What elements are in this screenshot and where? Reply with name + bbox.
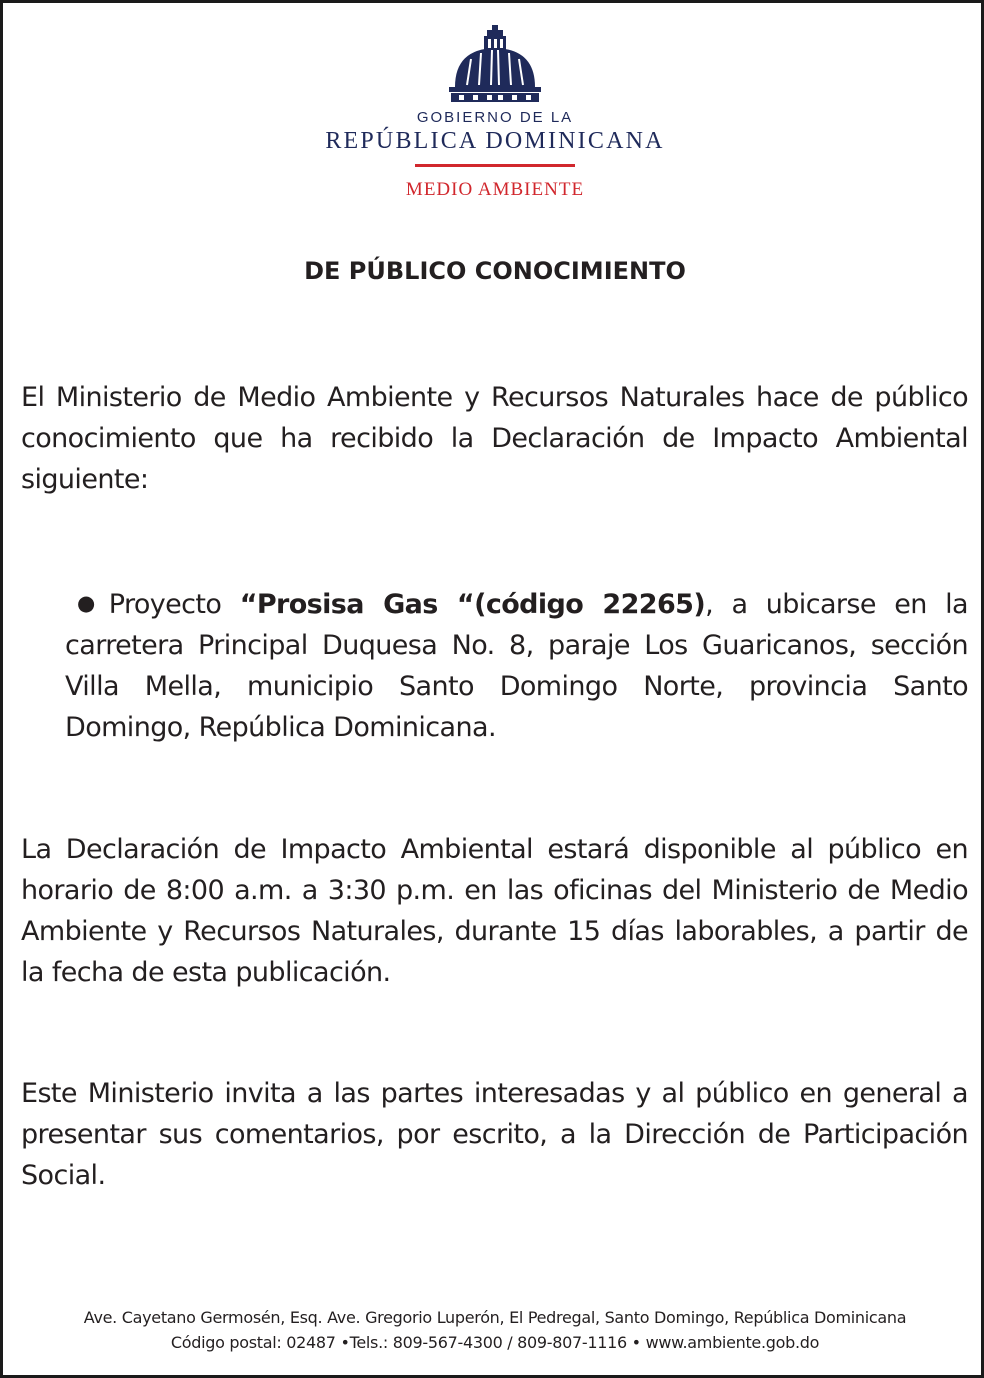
notice-title: DE PÚBLICO CONOCIMIENTO [304,257,686,285]
project-lead: Proyecto [108,589,240,620]
footer-contact: Código postal: 02487 •Tels.: 809-567-4300 / 809-807-1116 • www.ambiente.gob.do [170,1333,820,1352]
availability-paragraph: La Declaración de Impacto Ambiental estará disponible al público en horario de 8:00 a.m. a 3:30 p.m. en las oficinas del Ministerio de Medio Ambiente y Recursos Naturales, durante 15 días laborables, a partir de la fecha de esta publicación. [21,834,968,988]
footer [3,1305,984,1355]
invitation-paragraph: Este Ministerio invita a las partes interesadas y al público en general a presentar sus comentarios, por escrito, a la Dirección de Participación Social. [21,1078,968,1191]
intro-paragraph: El Ministerio de Medio Ambiente y Recursos Naturales hace de público conocimiento que ha recibido la Declaración de Impacto Ambiental siguiente: [21,382,968,495]
footer-address: Ave. Cayetano Germosén, Esq. Ave. Gregorio Luperón, El Pedregal, Santo Domingo, República Dominicana [83,1308,907,1327]
gov-line-1: GOBIERNO DE LA [416,109,574,126]
gov-line-2: REPÚBLICA DOMINICANA [325,128,665,154]
project-bullet-item [65,583,968,748]
dome-emblem-icon [447,25,543,103]
government-logo [3,25,984,201]
ministry-name: MEDIO AMBIENTE [405,179,585,200]
project-name: “Prosisa Gas “(código 22265) [239,589,706,620]
project-location: , a ubicarse en la carretera Principal Duquesa No. 8, paraje Los Guaricanos, sección Villa Mella, municipio Santo Domingo Norte, provincia Santo Domingo, República Dominicana. [65,589,968,743]
bullet-icon: ● [77,591,95,615]
red-divider [415,164,575,167]
